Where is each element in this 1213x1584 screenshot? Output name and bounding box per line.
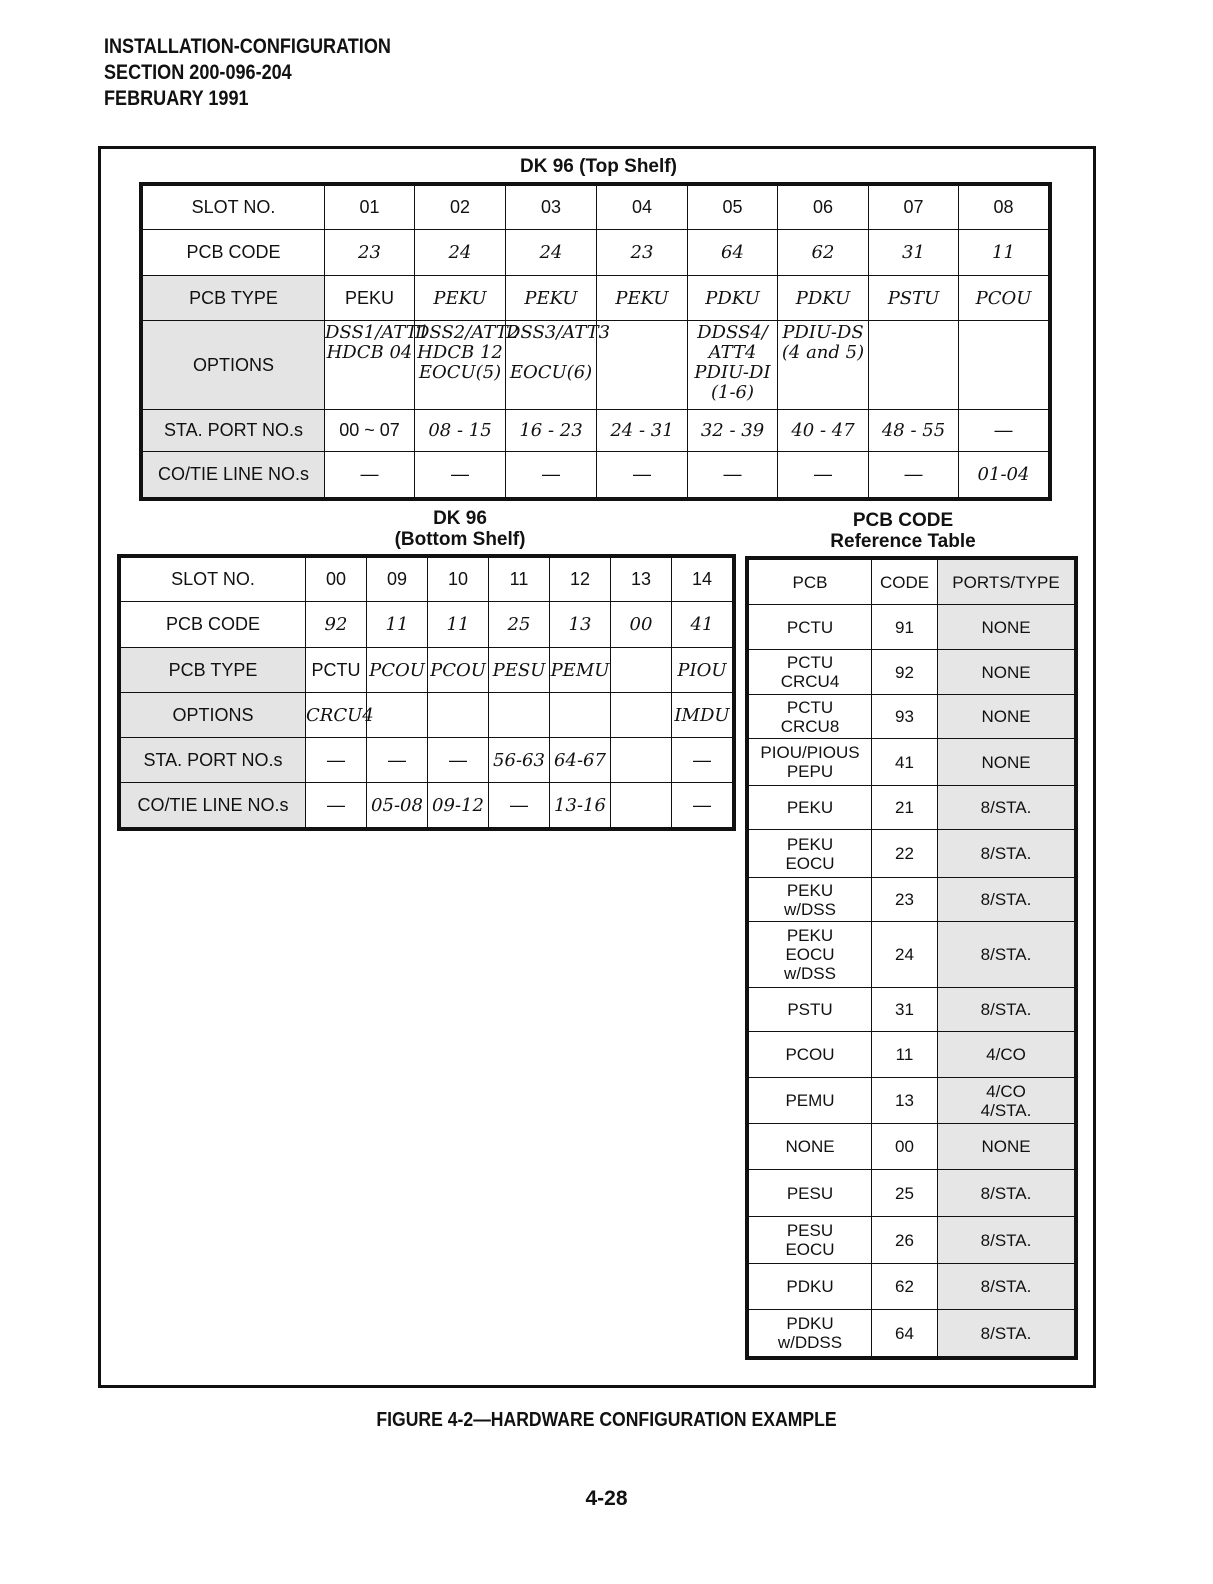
options-cell — [688, 321, 778, 410]
options-line — [869, 363, 958, 383]
reference-row — [749, 695, 1075, 739]
bottom-shelf-title-line1: DK 96 — [433, 508, 487, 529]
top-row-slot — [143, 186, 1049, 230]
row-label-code: PCB CODE — [143, 230, 325, 276]
reference-ports: 8/STA. — [938, 878, 1075, 922]
reference-pcb: PDKU — [749, 1264, 872, 1310]
options-line: DSS3/ATT3 — [506, 322, 611, 343]
pcb-code: 11 — [428, 602, 489, 648]
options-line — [597, 343, 687, 363]
pcb-type: PCTU — [306, 648, 367, 693]
co-tie-lines: 01-04 — [959, 452, 1049, 498]
slot-number: 02 — [415, 186, 506, 230]
co-tie-lines — [611, 783, 672, 828]
bottom-shelf-table — [120, 557, 733, 828]
options-line — [869, 323, 958, 343]
reference-row — [749, 1078, 1075, 1124]
top-shelf-table — [142, 185, 1049, 498]
slot-number: 12 — [550, 558, 611, 602]
reference-code: 21 — [872, 786, 938, 830]
reference-code: 93 — [872, 695, 938, 739]
reference-pcb: PCOU — [749, 1032, 872, 1078]
pcb-code: 00 — [611, 602, 672, 648]
reference-row — [749, 1124, 1075, 1170]
reference-ports: NONE — [938, 605, 1075, 650]
reference-code: 41 — [872, 739, 938, 786]
options-cell — [959, 321, 1049, 410]
reference-ports: 4/CO 4/STA. — [938, 1078, 1075, 1124]
slot-number: 10 — [428, 558, 489, 602]
station-ports: 56-63 — [489, 738, 550, 783]
row-label-slot: SLOT NO. — [121, 558, 306, 602]
options-cell: CRCU4 — [306, 693, 367, 738]
row-label-code: PCB CODE — [121, 602, 306, 648]
options-line: EOCU(5) — [418, 362, 502, 383]
reference-pcb: PEKU EOCU — [749, 830, 872, 878]
figure-caption — [0, 1409, 1213, 1432]
station-ports: — — [367, 738, 428, 783]
pcb-code: 23 — [597, 230, 688, 276]
options-cell — [489, 693, 550, 738]
reference-ports: 8/STA. — [938, 922, 1075, 988]
reference-code: 92 — [872, 650, 938, 695]
pcb-type: PCOU — [367, 648, 428, 693]
row-label-lines: CO/TIE LINE NO.s — [121, 783, 306, 828]
pcb-code: 64 — [688, 230, 778, 276]
reference-pcb: PDKU w/DDSS — [749, 1310, 872, 1357]
options-line: (1-6) — [710, 382, 755, 403]
station-ports: 40 - 47 — [778, 410, 869, 452]
pcb-code: 11 — [959, 230, 1049, 276]
reference-ports: 8/STA. — [938, 786, 1075, 830]
pcb-type: PEKU — [325, 276, 415, 321]
co-tie-lines: — — [672, 783, 733, 828]
top-row-lines — [143, 452, 1049, 498]
pcb-type: PESU — [489, 648, 550, 693]
header-section: SECTION 200-096-204 — [104, 61, 292, 84]
options-line: DSS2/ATT2 — [415, 322, 520, 343]
slot-number: 08 — [959, 186, 1049, 230]
slot-number: 05 — [688, 186, 778, 230]
reference-code: 64 — [872, 1310, 938, 1357]
co-tie-lines: — — [325, 452, 415, 498]
reference-code: 11 — [872, 1032, 938, 1078]
pcb-type: PSTU — [869, 276, 959, 321]
reference-pcb: PIOU/PIOUS PEPU — [749, 739, 872, 786]
slot-number: 13 — [611, 558, 672, 602]
options-line — [325, 363, 414, 383]
options-line: (4 and 5) — [781, 342, 865, 363]
options-cell — [778, 321, 869, 410]
options-cell — [415, 321, 520, 410]
pcb-type: PDKU — [688, 276, 778, 321]
reference-code: 26 — [872, 1217, 938, 1264]
slot-number: 06 — [778, 186, 869, 230]
slot-number: 14 — [672, 558, 733, 602]
pcb-code: 23 — [325, 230, 415, 276]
slot-number: 09 — [367, 558, 428, 602]
pcb-type: PCOU — [959, 276, 1049, 321]
reference-code: 24 — [872, 922, 938, 988]
pcb-type: PEKU — [415, 276, 506, 321]
row-label-type: PCB TYPE — [121, 648, 306, 693]
row-label-lines: CO/TIE LINE NO.s — [143, 452, 325, 498]
row-label-ports: STA. PORT NO.s — [143, 410, 325, 452]
options-line: HDCB 12 — [417, 342, 503, 363]
reference-pcb: PCTU CRCU8 — [749, 695, 872, 739]
pcb-type: PEMU — [550, 648, 611, 693]
options-line — [959, 363, 1048, 383]
reference-ports: 8/STA. — [938, 1170, 1075, 1217]
pcb-type — [611, 648, 672, 693]
pcb-code: 92 — [306, 602, 367, 648]
reference-code: 13 — [872, 1078, 938, 1124]
station-ports: 16 - 23 — [506, 410, 597, 452]
bottom-row-ports — [121, 738, 733, 783]
reference-pcb: PEKU w/DSS — [749, 878, 872, 922]
reference-row — [749, 1217, 1075, 1264]
reference-row — [749, 739, 1075, 786]
reference-row — [749, 1264, 1075, 1310]
reference-row — [749, 830, 1075, 878]
reference-row — [749, 1032, 1075, 1078]
pcb-code: 24 — [415, 230, 506, 276]
station-ports: 00 ~ 07 — [325, 410, 415, 452]
options-cell — [611, 693, 672, 738]
reference-pcb: PCTU CRCU4 — [749, 650, 872, 695]
reference-code: 22 — [872, 830, 938, 878]
options-line: DDSS4/ — [697, 322, 768, 343]
options-line — [597, 363, 687, 383]
page-header — [104, 34, 391, 112]
row-label-ports: STA. PORT NO.s — [121, 738, 306, 783]
reference-pcb: PESU — [749, 1170, 872, 1217]
bottom-row-options — [121, 693, 733, 738]
row-label-options: OPTIONS — [143, 321, 325, 410]
reference-code: 00 — [872, 1124, 938, 1170]
pcb-type: PEKU — [597, 276, 688, 321]
options-line: ATT4 — [708, 342, 757, 363]
reference-title-line1: PCB CODE — [852, 510, 954, 531]
options-line: EOCU(6) — [509, 362, 593, 383]
row-label-options: OPTIONS — [121, 693, 306, 738]
top-row-type — [143, 276, 1049, 321]
co-tie-lines: 05-08 — [367, 783, 428, 828]
reference-row — [749, 786, 1075, 830]
bottom-row-code — [121, 602, 733, 648]
bottom-shelf-title — [370, 508, 550, 550]
station-ports: — — [672, 738, 733, 783]
station-ports: 64-67 — [550, 738, 611, 783]
reference-pcb: PSTU — [749, 988, 872, 1032]
reference-title-line2: Reference Table — [830, 531, 976, 552]
pcb-type: PIOU — [672, 648, 733, 693]
bottom-row-type — [121, 648, 733, 693]
co-tie-lines: — — [489, 783, 550, 828]
options-line: PDIU-DI — [694, 362, 771, 383]
reference-ports: NONE — [938, 1124, 1075, 1170]
slot-number: 03 — [506, 186, 597, 230]
co-tie-lines: — — [778, 452, 869, 498]
reference-pcb: PCTU — [749, 605, 872, 650]
reference-code: 25 — [872, 1170, 938, 1217]
options-cell: IMDU — [672, 693, 733, 738]
top-row-ports — [143, 410, 1049, 452]
figure-caption-text: FIGURE 4-2—HARDWARE CONFIGURATION EXAMPLE — [376, 1409, 837, 1431]
pcb-code: 24 — [506, 230, 597, 276]
reference-pcb: NONE — [749, 1124, 872, 1170]
pcb-code-reference-table — [748, 559, 1075, 1357]
options-line — [959, 323, 1048, 343]
reference-header-code: CODE — [872, 560, 938, 605]
station-ports: 24 - 31 — [597, 410, 688, 452]
reference-row — [749, 605, 1075, 650]
station-ports: 08 - 15 — [415, 410, 506, 452]
pcb-code: 41 — [672, 602, 733, 648]
slot-number: 04 — [597, 186, 688, 230]
reference-ports: 8/STA. — [938, 1217, 1075, 1264]
reference-header-pcb: PCB — [749, 560, 872, 605]
options-cell — [506, 321, 611, 410]
options-cell — [550, 693, 611, 738]
station-ports: — — [428, 738, 489, 783]
station-ports: 32 - 39 — [688, 410, 778, 452]
co-tie-lines: — — [597, 452, 688, 498]
options-cell — [325, 321, 430, 410]
co-tie-lines: 09-12 — [428, 783, 489, 828]
row-label-type: PCB TYPE — [143, 276, 325, 321]
reference-pcb: PEKU — [749, 786, 872, 830]
header-doc-type: INSTALLATION-CONFIGURATION — [104, 35, 391, 58]
pcb-type: PCOU — [428, 648, 489, 693]
options-cell — [367, 693, 428, 738]
row-label-slot: SLOT NO. — [143, 186, 325, 230]
reference-ports: NONE — [938, 695, 1075, 739]
bottom-shelf-title-line2: (Bottom Shelf) — [394, 529, 526, 550]
pcb-code: 25 — [489, 602, 550, 648]
options-cell — [597, 321, 688, 410]
options-line: DSS1/ATT1 — [325, 322, 430, 343]
reference-code: 31 — [872, 988, 938, 1032]
bottom-row-lines — [121, 783, 733, 828]
slot-number: 07 — [869, 186, 959, 230]
options-cell — [428, 693, 489, 738]
options-line — [959, 343, 1048, 363]
station-ports: 48 - 55 — [869, 410, 959, 452]
reference-ports: 8/STA. — [938, 830, 1075, 878]
reference-code: 62 — [872, 1264, 938, 1310]
reference-row — [749, 988, 1075, 1032]
pcb-code: 31 — [869, 230, 959, 276]
reference-ports: 8/STA. — [938, 1310, 1075, 1357]
options-line — [778, 363, 868, 383]
co-tie-lines: 13-16 — [550, 783, 611, 828]
reference-header-ports: PORTS/TYPE — [938, 560, 1075, 605]
reference-ports: NONE — [938, 739, 1075, 786]
slot-number: 01 — [325, 186, 415, 230]
reference-row — [749, 878, 1075, 922]
reference-row — [749, 1170, 1075, 1217]
reference-ports: 8/STA. — [938, 1264, 1075, 1310]
reference-code: 23 — [872, 878, 938, 922]
co-tie-lines: — — [506, 452, 597, 498]
page-number: 4-28 — [585, 1487, 628, 1510]
pcb-type: PDKU — [778, 276, 869, 321]
pcb-code: 62 — [778, 230, 869, 276]
top-row-options — [143, 321, 1049, 410]
co-tie-lines: — — [869, 452, 959, 498]
reference-code: 91 — [872, 605, 938, 650]
reference-pcb: PESU EOCU — [749, 1217, 872, 1264]
pcb-code: 11 — [367, 602, 428, 648]
header-date: FEBRUARY 1991 — [104, 87, 249, 110]
options-cell — [869, 321, 959, 410]
reference-pcb: PEKU EOCU w/DSS — [749, 922, 872, 988]
co-tie-lines: — — [306, 783, 367, 828]
slot-number: 00 — [306, 558, 367, 602]
options-line: PDIU-DS — [782, 322, 864, 343]
options-line — [869, 343, 958, 363]
reference-header-row — [749, 560, 1075, 605]
reference-pcb: PEMU — [749, 1078, 872, 1124]
options-line — [506, 343, 596, 363]
reference-row — [749, 650, 1075, 695]
co-tie-lines: — — [415, 452, 506, 498]
pcb-code: 13 — [550, 602, 611, 648]
options-line: HDCB 04 — [326, 342, 413, 363]
co-tie-lines: — — [688, 452, 778, 498]
reference-ports: 8/STA. — [938, 988, 1075, 1032]
reference-row — [749, 1310, 1075, 1357]
reference-ports: 4/CO — [938, 1032, 1075, 1078]
reference-ports: NONE — [938, 650, 1075, 695]
station-ports: — — [959, 410, 1049, 452]
top-row-code — [143, 230, 1049, 276]
slot-number: 11 — [489, 558, 550, 602]
reference-row — [749, 922, 1075, 988]
reference-table-title — [800, 510, 1006, 552]
pcb-type: PEKU — [506, 276, 597, 321]
station-ports — [611, 738, 672, 783]
top-shelf-title: DK 96 (Top Shelf) — [520, 156, 677, 177]
bottom-row-slot — [121, 558, 733, 602]
station-ports: — — [306, 738, 367, 783]
options-line — [597, 323, 687, 343]
